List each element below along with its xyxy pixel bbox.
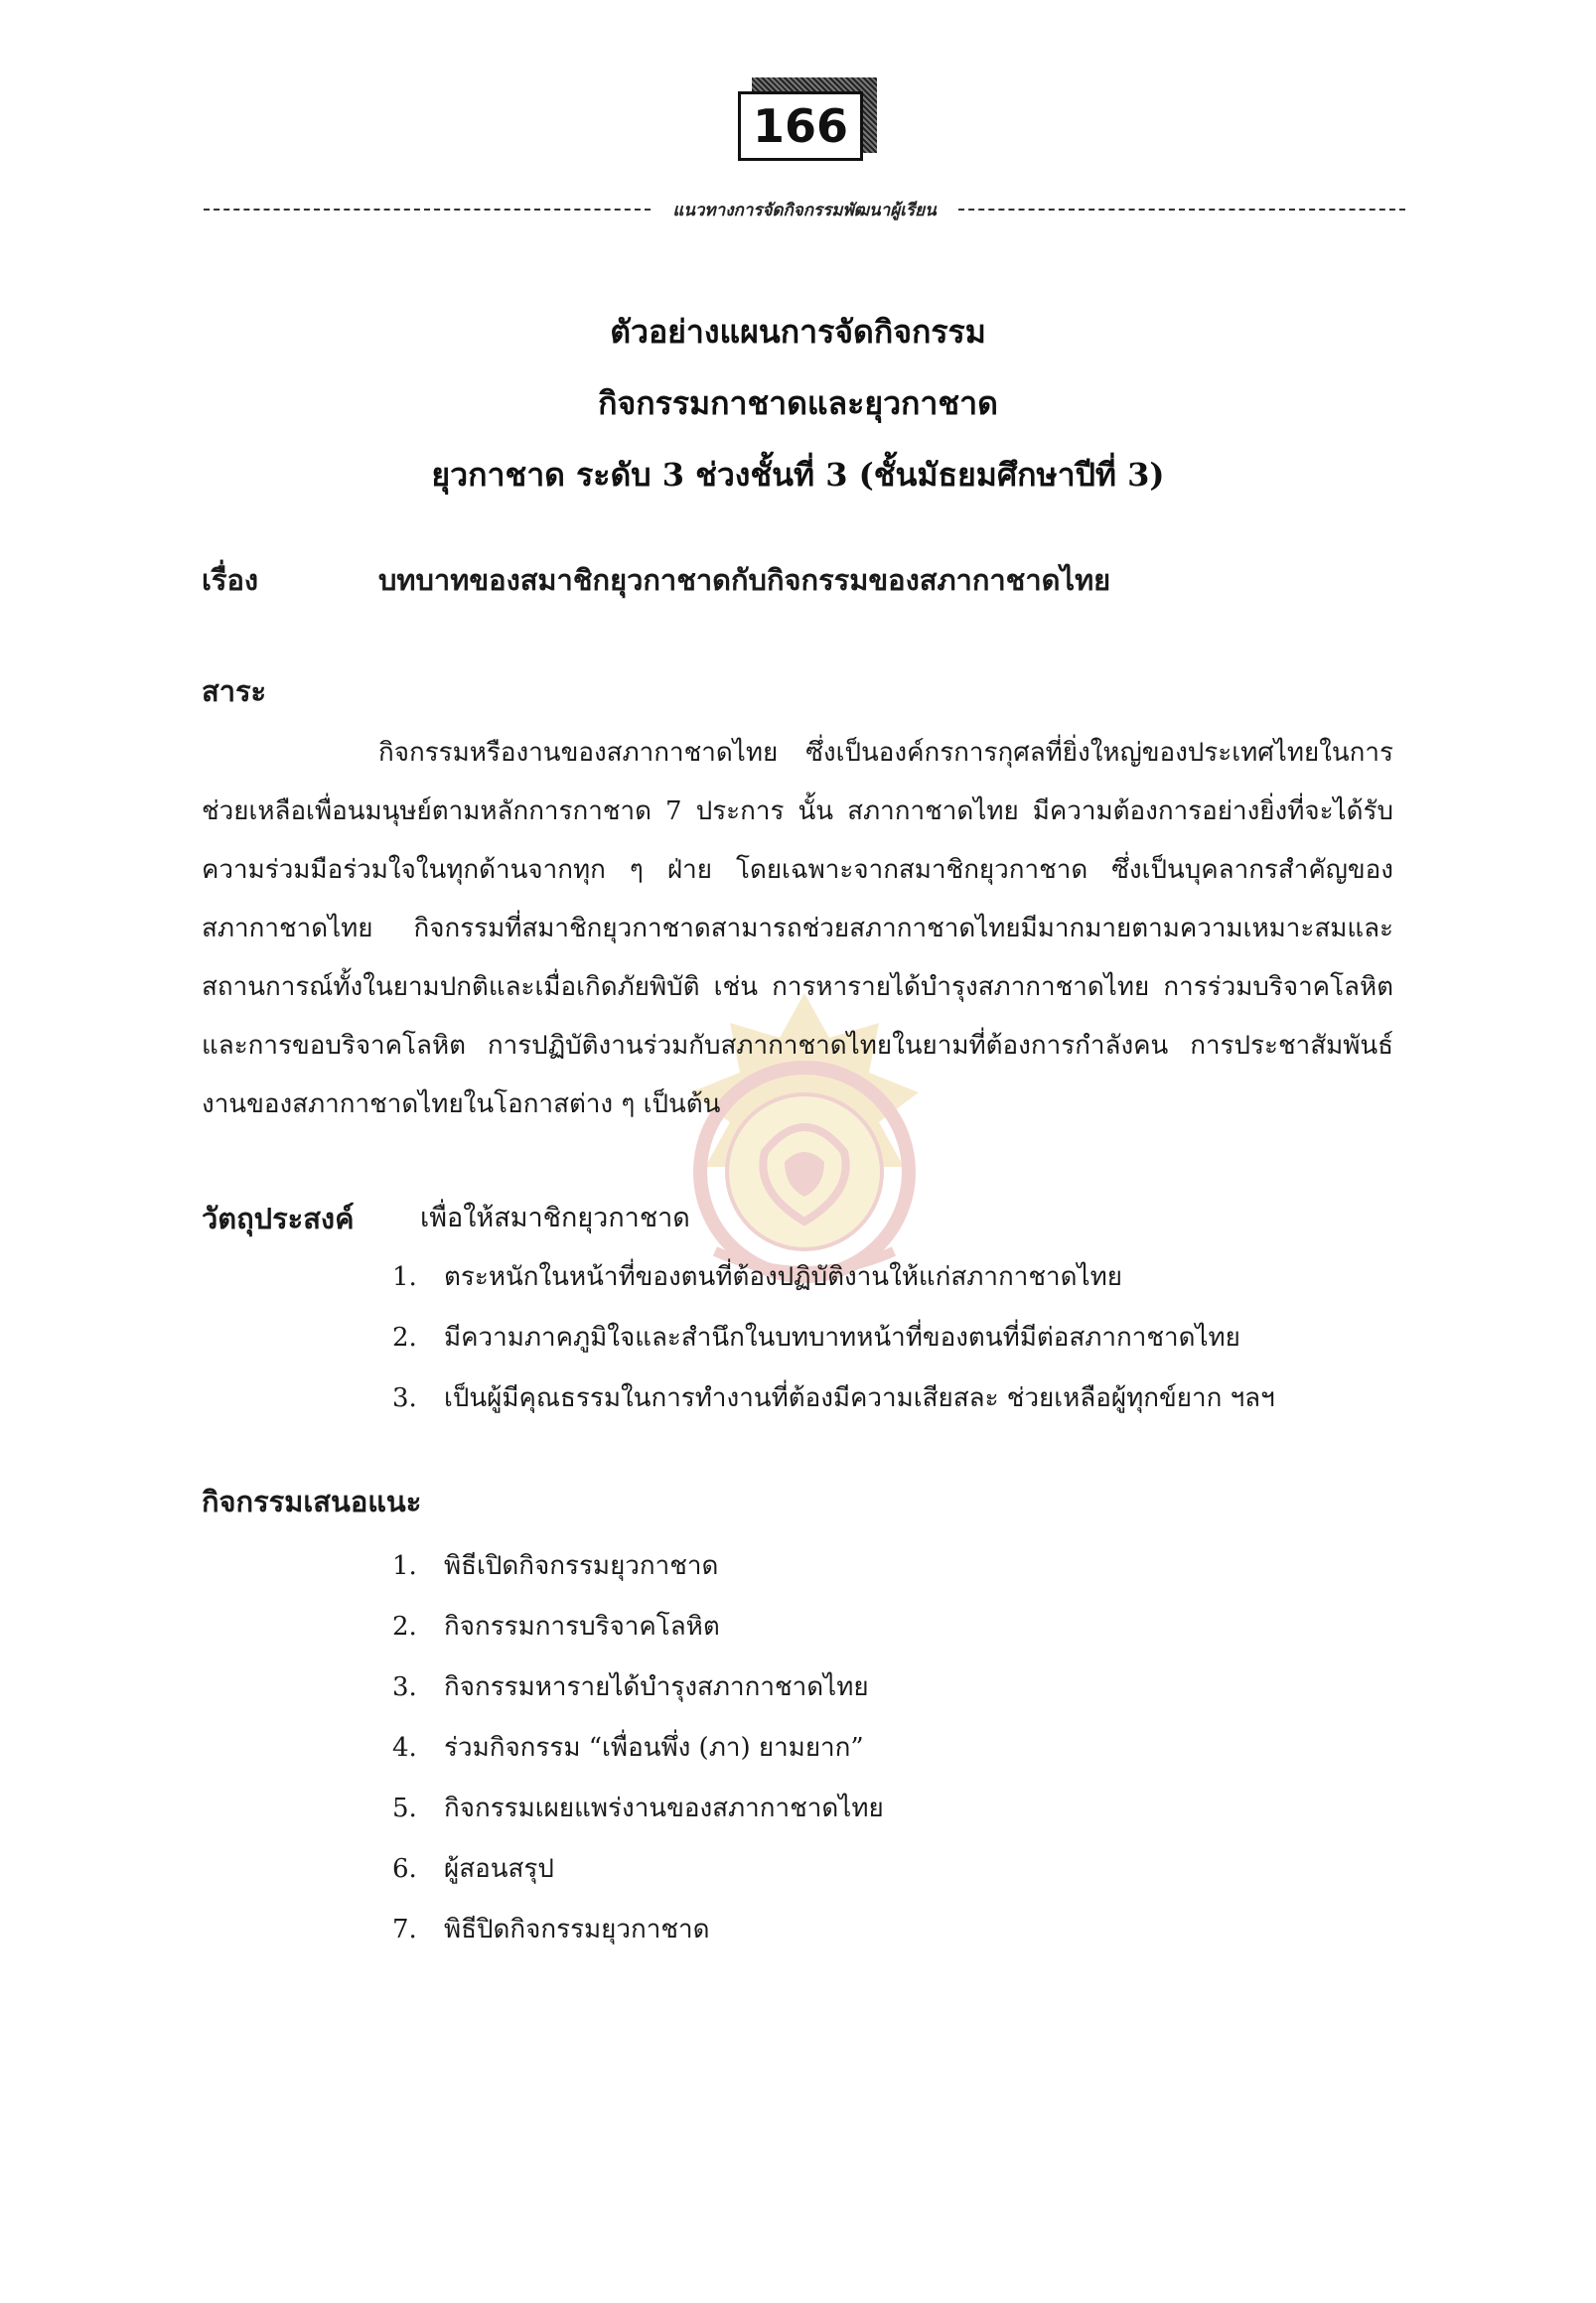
subject-label: เรื่อง [202,563,259,597]
list-item-text: ผู้สอนสรุป [444,1854,554,1884]
list-item-text: ร่วมกิจกรรม “เพื่อนพึ่ง (ภา) ยามยาก” [444,1733,864,1763]
essence-paragraph: กิจกรรมหรืองานของสภากาชาดไทย ซึ่งเป็นองค์กรการกุศลที่ยิ่งใหญ่ของประเทศไทยในการช่วยเหลือเพื่อนมนุษย์ตามหลักการกาชาด 7 ประการ นั้น สภากาชาดไทย มีความต้องการอย่างยิ่งที่จะได้รับความร่วมมือร่วมใจในทุกด้านจากทุก ๆ ฝ่าย โดยเฉพาะจากสมาชิกยุวกาชาด ซึ่งเป็นบุคลากรสำคัญของสภากาชาดไทย กิจกรรมที่สมาชิกยุวกาชาดสามารถช่วยสภากาชาดไทยมีมากมายตามความเหมาะสมและสถานการณ์ทั้งในยามปกติและเมื่อเกิดภัยพิบัติ เช่น การหารายได้บำรุงสภากาชาดไทย การร่วมบริจาคโลหิตและการขอบริจาคโลหิต การปฏิบัติงานร่วมกับสภากาชาดไทยในยามที่ต้องการกำลังคน การประชาสัมพันธ์งานของสภากาชาดไทยในโอกาสต่าง ๆ เป็นต้น [202,738,1393,1119]
list-item-text: พิธีปิดกิจกรรมยุวกาชาด [444,1915,710,1944]
list-item [392,1787,884,1847]
list-item [392,1376,1275,1437]
list-item-number: 7. [392,1915,417,1944]
title-line-3: ยุวกาชาด ระดับ 3 ช่วงชั้นที่ 3 (ชั้นมัธยมศึกษาปีที่ 3) [431,456,1165,494]
header-divider-left [204,209,651,211]
list-item [392,1908,884,1968]
list-item [392,1605,884,1665]
title-block [0,296,1596,510]
running-header [204,195,1405,224]
objectives-list [392,1255,1275,1437]
page-number: 166 [738,91,863,161]
essence-heading: สาระ [202,674,267,708]
list-item-number: 3. [392,1672,417,1702]
activities-list [392,1544,884,1968]
list-item-text: กิจกรรมหารายได้บำรุงสภากาชาดไทย [444,1672,869,1702]
list-item [392,1255,1275,1316]
subject-text: บทบาทของสมาชิกยุวกาชาดกับกิจกรรมของสภากาชาดไทย [378,563,1111,597]
list-item [392,1665,884,1726]
list-item-text: มีความภาคภูมิใจและสำนึกในบทบาทหน้าที่ของตนที่มีต่อสภากาชาดไทย [444,1323,1240,1353]
running-header-text: แนวทางการจัดกิจกรรมพัฒนาผู้เรียน [672,200,937,220]
page-number-badge [738,77,877,163]
list-item-text: ตระหนักในหน้าที่ของตนที่ต้องปฏิบัติงานให้แก่สภากาชาดไทย [444,1262,1122,1292]
objectives-row [202,1197,1413,1240]
activities-heading: กิจกรรมเสนอแนะ [202,1485,422,1518]
list-item-text: เป็นผู้มีคุณธรรมในการทำงานที่ต้องมีความเสียสละ ช่วยเหลือผู้ทุกข์ยาก ฯลฯ [444,1383,1275,1413]
list-item-number: 5. [392,1794,417,1823]
list-item-number: 1. [392,1551,417,1581]
list-item-number: 2. [392,1323,417,1353]
subject-row [202,558,1413,602]
objectives-intro: เพื่อให้สมาชิกยุวกาชาด [420,1203,690,1233]
list-item-text: กิจกรรมการบริจาคโลหิต [444,1612,720,1642]
title-line-1: ตัวอย่างแผนการจัดกิจกรรม [610,313,986,351]
list-item [392,1316,1275,1376]
list-item-number: 6. [392,1854,417,1884]
title-line-2: กิจกรรมกาชาดและยุวกาชาด [598,384,998,422]
list-item-number: 4. [392,1733,417,1763]
header-divider-right [958,209,1405,211]
list-item-number: 1. [392,1262,417,1292]
list-item [392,1544,884,1605]
list-item-text: กิจกรรมเผยแพร่งานของสภากาชาดไทย [444,1794,884,1823]
list-item-number: 3. [392,1383,417,1413]
objectives-heading: วัตถุประสงค์ [202,1202,355,1235]
list-item [392,1847,884,1908]
list-item [392,1726,884,1787]
list-item-number: 2. [392,1612,417,1642]
list-item-text: พิธีเปิดกิจกรรมยุวกาชาด [444,1551,719,1581]
